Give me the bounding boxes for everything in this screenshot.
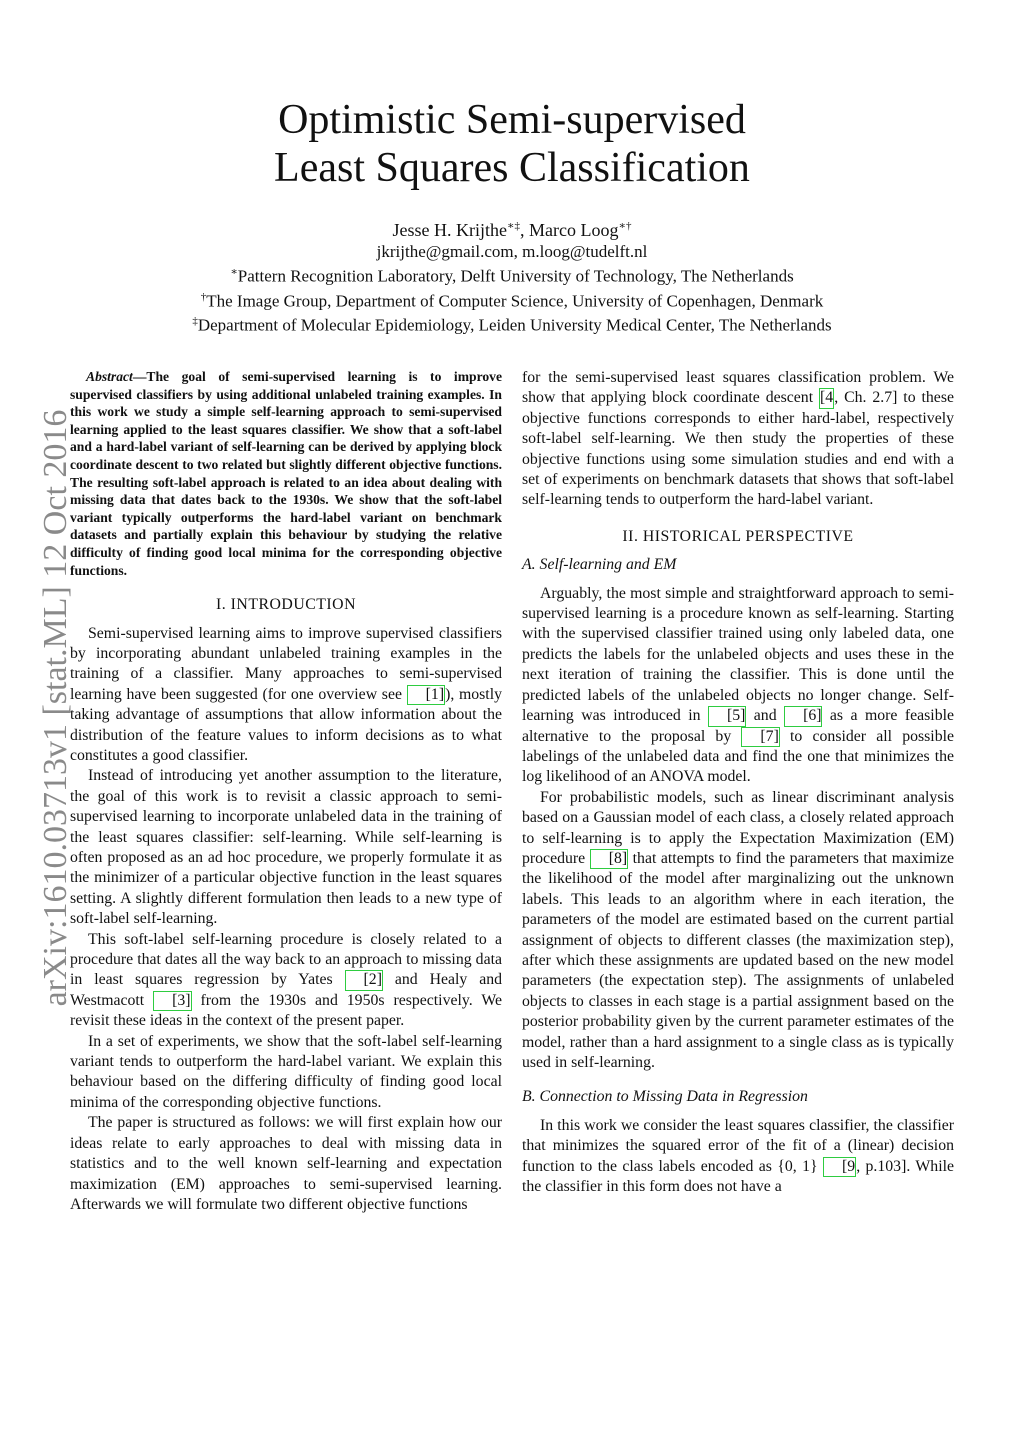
citation-link[interactable]: [5] xyxy=(708,706,746,726)
text-run: and xyxy=(746,707,785,725)
citation-link[interactable]: [2] xyxy=(345,970,383,990)
text-run: and Healy and Westmacott xyxy=(70,971,503,1009)
author-1-marks: ∗‡ xyxy=(507,220,520,232)
affiliation-3-mark: ‡ xyxy=(192,315,198,328)
citation-link[interactable]: [6] xyxy=(784,706,822,726)
section-number: II. xyxy=(622,527,643,545)
author-emails: jkrijthe@gmail.com, m.loog@tudelft.nl xyxy=(376,242,648,261)
paper-title xyxy=(0,96,1024,192)
subsection-heading-self-learning: A. Self-learning and EM xyxy=(522,556,677,574)
title-line-2: Least Squares Classification xyxy=(274,145,750,191)
affiliation-2 xyxy=(0,287,1024,312)
text-run: for the semi-supervised least squares classification problem. We show that applying block coordinate descent xyxy=(522,369,954,407)
affiliation-2-text: The Image Group, Department of Computer Science, University of Copenhagen, Denmark xyxy=(206,291,824,311)
author-line xyxy=(0,216,1024,241)
section-number: I. xyxy=(215,596,231,614)
affiliation-1-text: Pattern Recognition Laboratory, Delft University of Technology, The Netherlands xyxy=(237,266,794,286)
text-run: This soft-label self-learning procedure is closely related to a procedure that dates all the way back to an approach to missing data in least squares regression by Yates xyxy=(70,930,502,989)
text-run: from the 1930s and 1950s respectively. We revisit these ideas in the context of the present paper. xyxy=(70,991,502,1030)
text-run: Arguably, the most simple and straightforward approach to semi-supervised learning is a procedure known as self-learning. Starting with the supervised classifier trained using only labeled data, one predicts the labels for the unlabeled objects and uses these in the next iteration of training the classifier. This is done until the predicted labels of the unlabeled objects no longer change. Self-learning was introduced in xyxy=(522,584,954,725)
intro-continuation xyxy=(522,368,954,511)
text-run: In this work we consider the least squares classifier, the classifier that minimizes the squared error of the fit of a (linear) decision function to the class labels encoded as {0, 1} xyxy=(522,1116,954,1175)
section-title-rest: NTRODUCTION xyxy=(236,596,357,614)
subsection-heading-missing-data: B. Connection to Missing Data in Regression xyxy=(522,1088,808,1106)
intro-paragraph-5: The paper is structured as follows: we will first explain how our ideas relate to early approaches to deal with missing data in statistics and to the well known self-learning and expectation maximization (EM) approaches to semi-supervised learning. Afterwards we will formulate two different objective functions xyxy=(70,1114,502,1213)
text-run: ), mostly taking advantage of assumptions that allow information about the distribution of the feature values to inform decisions as to what constitutes a good classifier. xyxy=(70,685,502,764)
section-initial: P xyxy=(745,527,755,545)
citation-link[interactable]: [7] xyxy=(741,727,779,747)
text-run: , p.103]. While the classifier in this form does not have a xyxy=(522,1157,954,1196)
abstract xyxy=(70,368,502,579)
text-run: , Ch. 2.7] to these objective functions corresponds to either hard-label, respectively soft-label self-learning. We then study the properties of these objective functions using some simulation studies and end with a set of experiments on benchmark datasets that shows that soft-label self-learning tends to outperform the hard-label variant. xyxy=(522,389,954,509)
abstract-text: —The goal of semi-supervised learning is to improve supervised classifiers by using additional unlabeled training examples. In this work we study a simple self-learning approach to semi-supervised learning applied to the least squares classifier. We show that a soft-label and a hard-label variant of self-learning can be derived by applying block coordinate descent to two related but slightly different objective functions. The resulting soft-label approach is related to an idea about dealing with missing data that dates back to the 1930s. We show that the soft-label variant typically outperforms the hard-label variant on benchmark datasets and partially explain this behaviour by studying the relative difficulty of finding good local minima for the corresponding objective functions. xyxy=(70,369,502,578)
text-run: For probabilistic models, such as linear discriminant analysis based on a Gaussian model of each class, a closely related approach to self-learning is to apply the Expectation Maximization (EM) procedure xyxy=(522,788,954,867)
citation-link[interactable]: [4 xyxy=(819,388,834,408)
author-2: Marco Loog xyxy=(529,220,619,240)
text-run: to consider all possible labelings of the unlabeled data and find the one that minimizes the log likelihood of an ANOVA model. xyxy=(522,727,954,786)
text-run: that attempts to find the parameters that maximize the likelihood of the model after marginalizing out the unknown labels. This leads to an algorithm where in each iteration, the parameters of the model are estimated based on the current partial assignment of objects to different classes (the maximization step), after which these assignments are updated based on the new model parameters (the expectation step). The assignments of unlabeled objects to classes in each stage is a partial assignment based on the posterior probability given by the current parameter estimates of the model, rather than a hard assignment to a single class as is typically used in self-learning. xyxy=(522,849,954,1071)
citation-link[interactable]: [3] xyxy=(153,991,191,1011)
citation-link[interactable]: [8] xyxy=(590,849,628,869)
arxiv-identifier: arXiv:1610.03713v1 [stat.ML] 12 Oct 2016 xyxy=(37,409,74,1007)
intro-paragraph-3 xyxy=(70,930,502,1032)
author-1: Jesse H. Krijthe xyxy=(392,220,508,240)
missing-data-paragraph-1 xyxy=(522,1116,954,1198)
right-column xyxy=(522,368,954,1197)
section-initial: H xyxy=(642,527,655,545)
citation-link[interactable]: [9 xyxy=(823,1157,856,1177)
self-learning-paragraph-1 xyxy=(522,584,954,788)
affiliation-1-mark: ∗ xyxy=(230,266,238,278)
abstract-label: Abstract xyxy=(86,369,133,384)
text-run: Semi-supervised learning aims to improve supervised classifiers by incorporating abundant unlabeled training examples in the training of a classifier. Many approaches to semi-supervised learning have been suggested (for one overview see xyxy=(70,624,502,703)
affiliation-2-mark: † xyxy=(200,290,207,303)
text-run: as a more feasible alternative to the proposal by xyxy=(522,707,954,745)
author-separator: , xyxy=(520,220,529,240)
affiliation-3-text: Department of Molecular Epidemiology, Leiden University Medical Center, The Netherlands xyxy=(197,315,832,335)
section-initial: I xyxy=(230,596,237,614)
author-2-marks: ∗† xyxy=(618,220,632,232)
section-heading-historical xyxy=(522,527,954,547)
section-heading-introduction xyxy=(70,595,502,615)
intro-paragraph-2: Instead of introducing yet another assumption to the literature, the goal of this work is to revisit a classic approach to semi-supervised learning to incorporate unlabeled data in the training of the least squares classifier: self-learning. While self-learning is often proposed as an ad hoc procedure, we properly formulate it as the minimizer of a particular objective function in the least squares setting. A slightly different formulation then leads to a new type of soft-label self-learning. xyxy=(70,767,502,928)
section-title-rest: ISTORICAL xyxy=(654,527,746,545)
left-column xyxy=(70,368,502,1215)
section-title-rest: ERSPECTIVE xyxy=(754,527,854,545)
affiliation-3 xyxy=(0,311,1024,336)
self-learning-paragraph-2 xyxy=(522,788,954,1074)
intro-paragraph-4: In a set of experiments, we show that the soft-label self-learning variant tends to outperform the hard-label variant. We explain this behaviour based on the differing difficulty of finding good local minima of the corresponding objective functions. xyxy=(70,1032,502,1111)
affiliation-1 xyxy=(0,262,1024,287)
citation-link[interactable]: [1] xyxy=(407,685,445,705)
author-block xyxy=(0,216,1024,336)
title-line-1: Optimistic Semi-supervised xyxy=(278,97,746,143)
intro-paragraph-1 xyxy=(70,624,502,767)
